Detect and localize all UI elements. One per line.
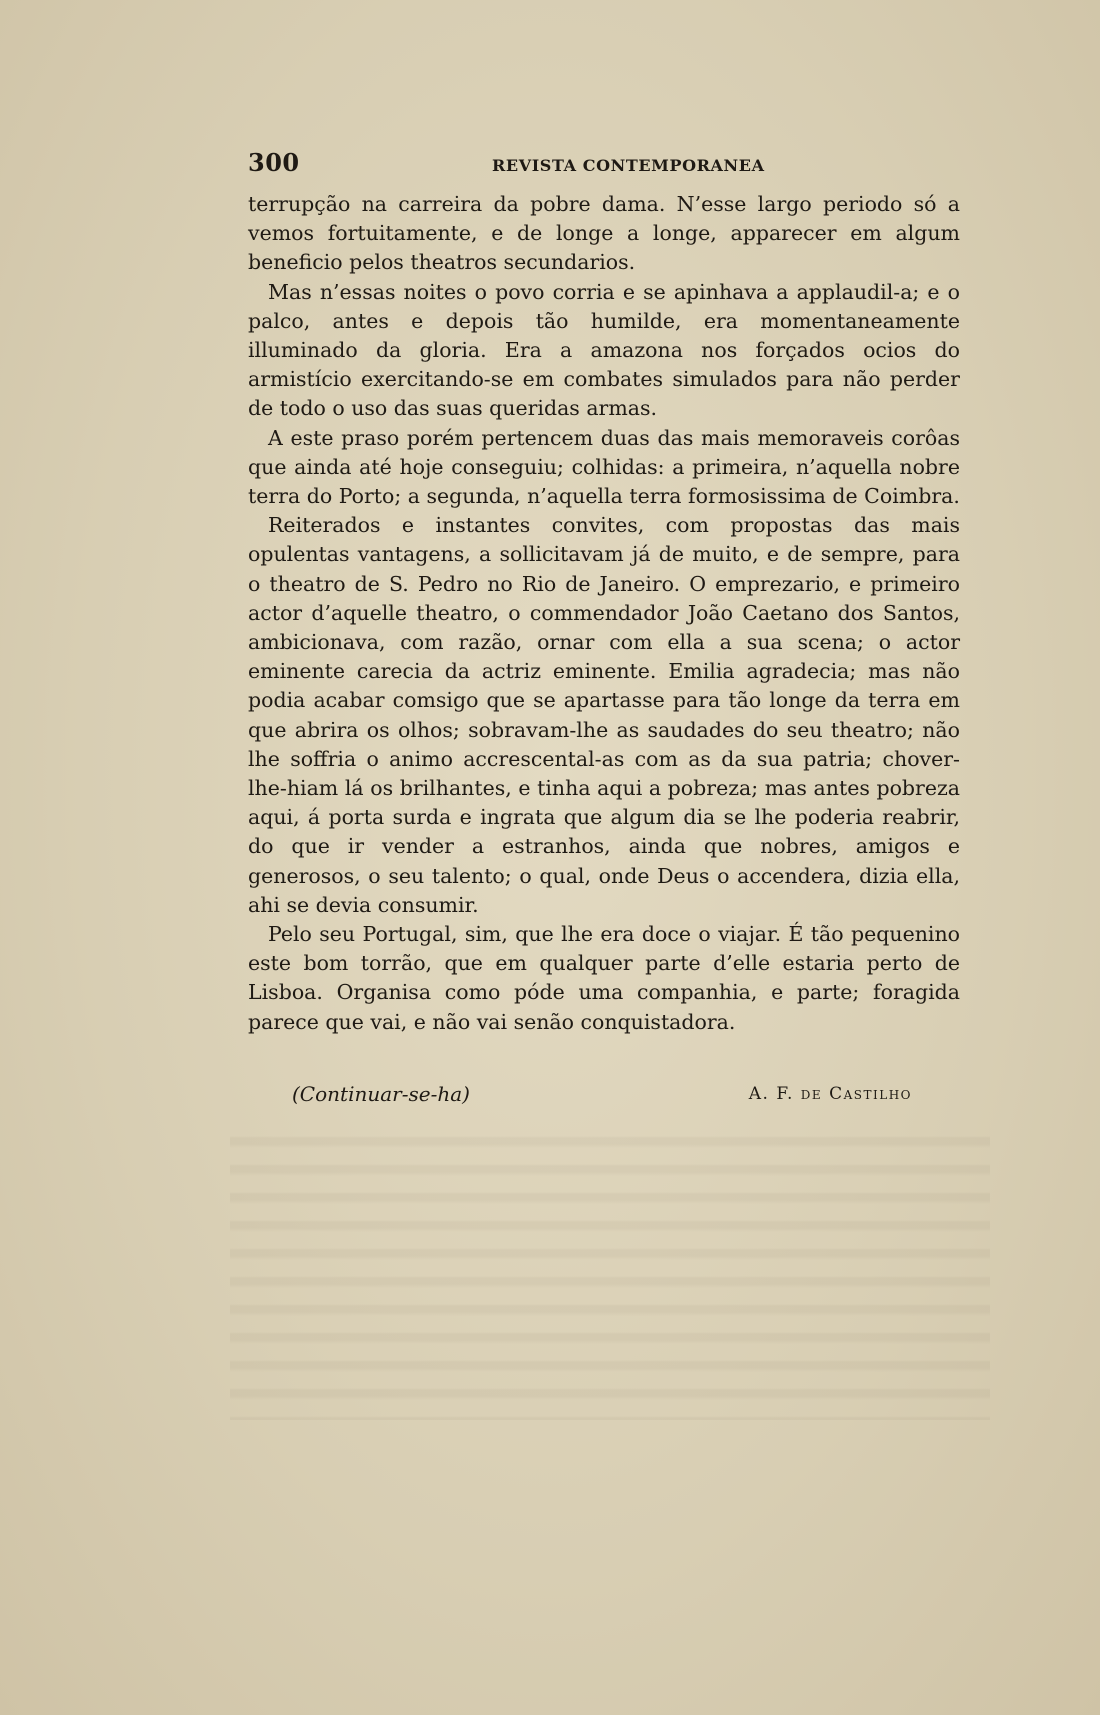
page-number: 300 [248,148,300,177]
body-text [248,190,960,1037]
paragraph-1: terrupção na carreira da pobre dama. N’esse largo periodo só a vemos fortuitamente, e de longe a longe, apparecer em algum beneficio pelos theatros secundarios. [248,192,960,275]
show-through-texture [230,1120,990,1420]
paragraph-5: Pelo seu Portugal, sim, que lhe era doce o viajar. É tão pequenino este bom torrão, que em qualquer parte d’elle estaria perto de Lisboa. Organisa como póde uma companhia, e parte; foragida parece que vai, e não vai senão conquistadora. [248,922,960,1034]
paragraph-3: A este praso porém pertencem duas das mais memoraveis corôas que ainda até hoje conseguiu; colhidas: a primeira, n’aquella nobre terra do Porto; a segunda, n’aquella terra formosissima de Coimbra. [248,425,960,509]
signature-line [248,1082,960,1112]
running-title: REVISTA CONTEMPORANEA [492,156,765,175]
page-header [248,148,960,178]
paragraph-2: Mas n’essas noites o povo corria e se apinhava a applaudil-a; e o palco, antes e depois tão humilde, era momentaneamente illuminado da gloria. Era a amazona nos forçados ocios do armistício exercitando-se em combates simulados para não perder de todo o uso das suas queridas armas. [248,279,960,421]
continuation-note: (Continuar-se-ha) [292,1082,470,1106]
paragraph-4: Reiterados e instantes convites, com propostas das mais opulentas vantagens, a sollicitavam já de muito, e de sempre, para o theatro de S. Pedro no Rio de Janeiro. O emprezario, e primeiro actor d’aquelle theatro, o commendador João Caetano dos Santos, ambicionava, com razão, ornar com ella a sua scena; o actor eminente carecia da actriz eminente. Emilia agradecia; mas não podia acabar comsigo que se apartasse para tão longe da terra em que abrira os olhos; sobravam-lhe as saudades do seu theatro; não lhe soffria o animo accrescental-as com as da sua patria; chover-lhe-hiam lá os brilhantes, e tinha aqui a pobreza; mas antes pobreza aqui, á porta surda e ingrata que algum dia se lhe poderia reabrir, do que ir vender a estranhos, ainda que nobres, amigos e generosos, o seu talento; o qual, onde Deus o accendera, dizia ella, ahi se devia consumir. [248,513,960,917]
author-signature: A. F. de Castilho [748,1084,912,1104]
